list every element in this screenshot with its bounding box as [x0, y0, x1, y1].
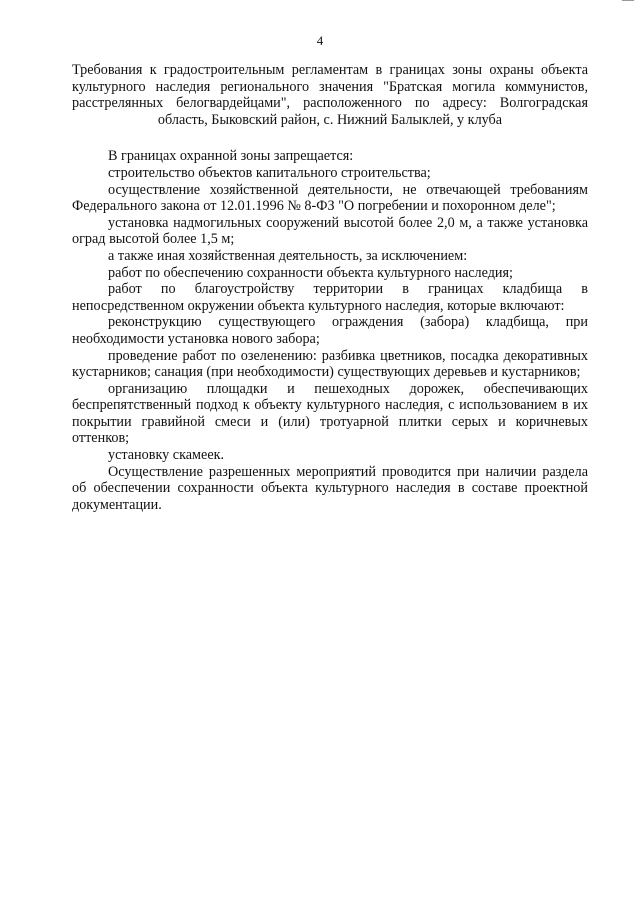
title-line: расстрелянных белогвардейцами", расположенного по адресу: Волгоградская [72, 95, 588, 112]
paragraph-item: реконструкцию существующего ограждения (забора) кладбища, при необходимости установка нового забора; [72, 314, 588, 347]
paragraph-item: а также иная хозяйственная деятельность, за исключением: [108, 247, 468, 264]
page-number: 4 [316, 33, 324, 48]
paragraph-item: строительство объектов капитального строительства; [108, 164, 431, 181]
paragraph-item: осуществление хозяйственной деятельности, не отвечающей требованиям Федерального закона от 12.01.1996 № 8-ФЗ "О погребении и похоронном деле"; [72, 181, 588, 215]
title-line: культурного наследия регионального значения "Братская могила коммунистов, [72, 78, 588, 95]
paragraph-closing: Осуществление разрешенных мероприятий проводится при наличии раздела об обеспечении сохранности объекта культурного наследия в составе проектной документации. [72, 463, 588, 513]
paragraph-item: работ по благоустройству территории в границах кладбища в непосредственном окружении объекта культурного наследия, которые включают: [72, 281, 588, 314]
title-line: Требования к градостроительным регламентам в границах зоны охраны объекта [72, 62, 588, 78]
title-line: область, Быковский район, с. Нижний Балыклей, у клуба [157, 111, 503, 128]
paragraph-intro: В границах охранной зоны запрещается: [108, 148, 354, 165]
scan-corner-mark [622, 0, 634, 4]
paragraph-item: работ по обеспечению сохранности объекта культурного наследия; [108, 264, 513, 281]
paragraph-item: установку скамеек. [108, 447, 225, 464]
paragraph-item: организацию площадки и пешеходных дорожек, обеспечивающих беспрепятственный подход к объекту культурного наследия, с использованием в их покрытии гравийной смеси и (или) тротуарной плитки серых и коричневых оттенков; [72, 380, 588, 447]
document-title [72, 62, 588, 128]
paragraph-item: установка надмогильных сооружений высотой более 2,0 м, а также установка оград высотой более 1,5 м; [72, 214, 588, 248]
document-body [72, 62, 588, 513]
paragraph-item: проведение работ по озеленению: разбивка цветников, посадка декоративных кустарников; санация (при необходимости) существующих деревьев и кустарников; [72, 347, 588, 381]
